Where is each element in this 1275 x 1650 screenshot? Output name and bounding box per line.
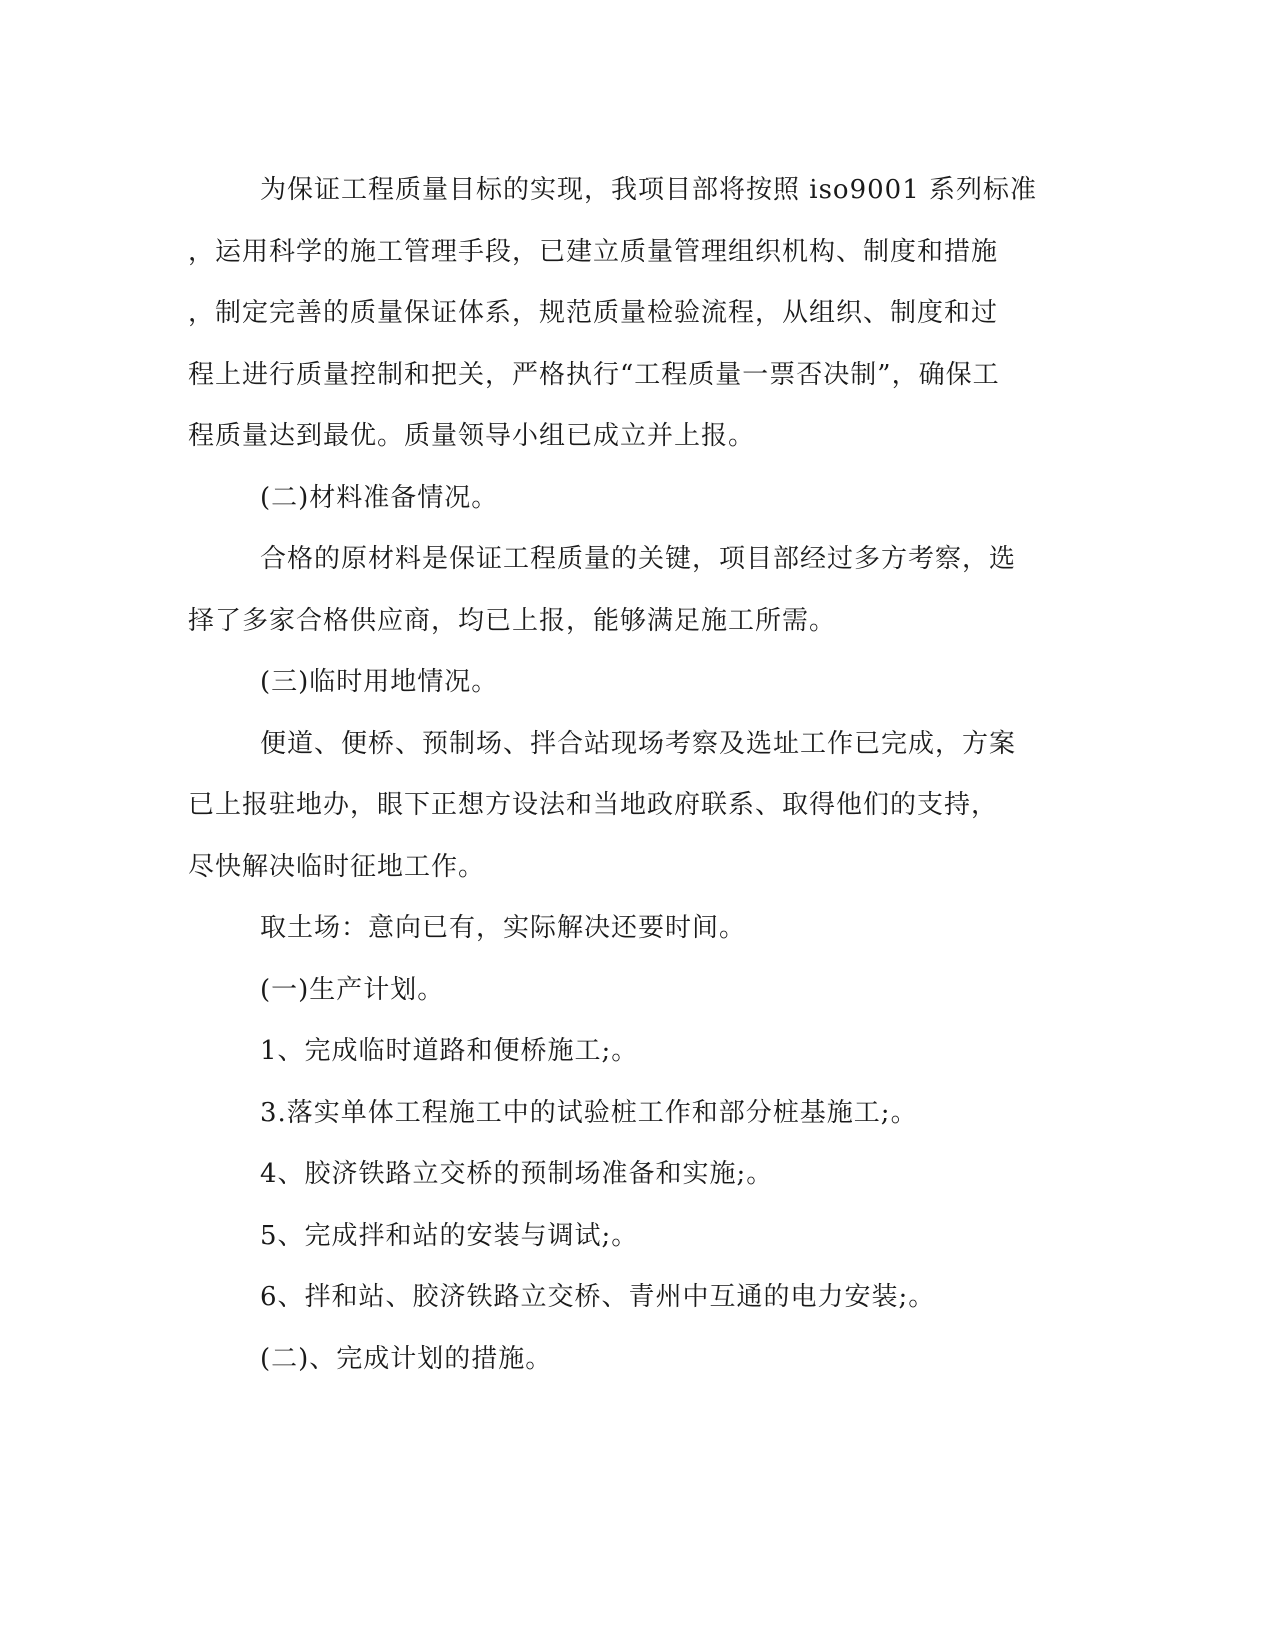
paragraph-quality-line-5: 程质量达到最优。质量领导小组已成立并上报。 — [188, 421, 756, 451]
paragraph-materials-line-1: 合格的原材料是保证工程质量的关键，项目部经过多方考察，选 — [260, 544, 1017, 574]
heading-production-plan: (一)生产计划。 — [260, 974, 445, 1005]
document-body — [188, 160, 1088, 1390]
paragraph-materials-line-2: 择了多家合格供应商，均已上报，能够满足施工所需。 — [188, 605, 837, 636]
paragraph-quality-line-2: ，运用科学的施工管理手段，已建立质量管理组织机构、制度和措施 — [188, 236, 999, 267]
paragraph-quality-line-1: 为保证工程质量目标的实现，我项目部将按照 iso9001 系列标准 — [260, 175, 1038, 205]
heading-temporary-land: (三)临时用地情况。 — [260, 667, 499, 697]
paragraph-quality-line-4: 程上进行质量控制和把关，严格执行“工程质量一票否决制”，确保工 — [188, 359, 1000, 390]
heading-plan-measures: (二)、完成计划的措施。 — [260, 1343, 553, 1374]
paragraph-land-line-2: 已上报驻地办，眼下正想方设法和当地政府联系、取得他们的支持， — [188, 790, 999, 820]
list-item-4: 4、胶济铁路立交桥的预制场准备和实施;。 — [260, 1159, 774, 1189]
heading-materials: (二)材料准备情况。 — [260, 482, 499, 513]
list-item-3: 3.落实单体工程施工中的试验桩工作和部分桩基施工;。 — [260, 1097, 918, 1128]
paragraph-land-line-1: 便道、便桥、预制场、拌合站现场考察及选址工作已完成，方案 — [260, 728, 1017, 759]
paragraph-borrow-pit: 取土场：意向已有，实际解决还要时间。 — [260, 913, 747, 943]
list-item-6: 6、拌和站、胶济铁路立交桥、青州中互通的电力安装;。 — [260, 1282, 936, 1312]
list-item-1: 1、完成临时道路和便桥施工;。 — [260, 1036, 639, 1066]
paragraph-quality-line-3: ，制定完善的质量保证体系，规范质量检验流程，从组织、制度和过 — [188, 298, 999, 328]
paragraph-land-line-3: 尽快解决临时征地工作。 — [188, 851, 486, 882]
list-item-5: 5、完成拌和站的安装与调试;。 — [260, 1220, 639, 1251]
